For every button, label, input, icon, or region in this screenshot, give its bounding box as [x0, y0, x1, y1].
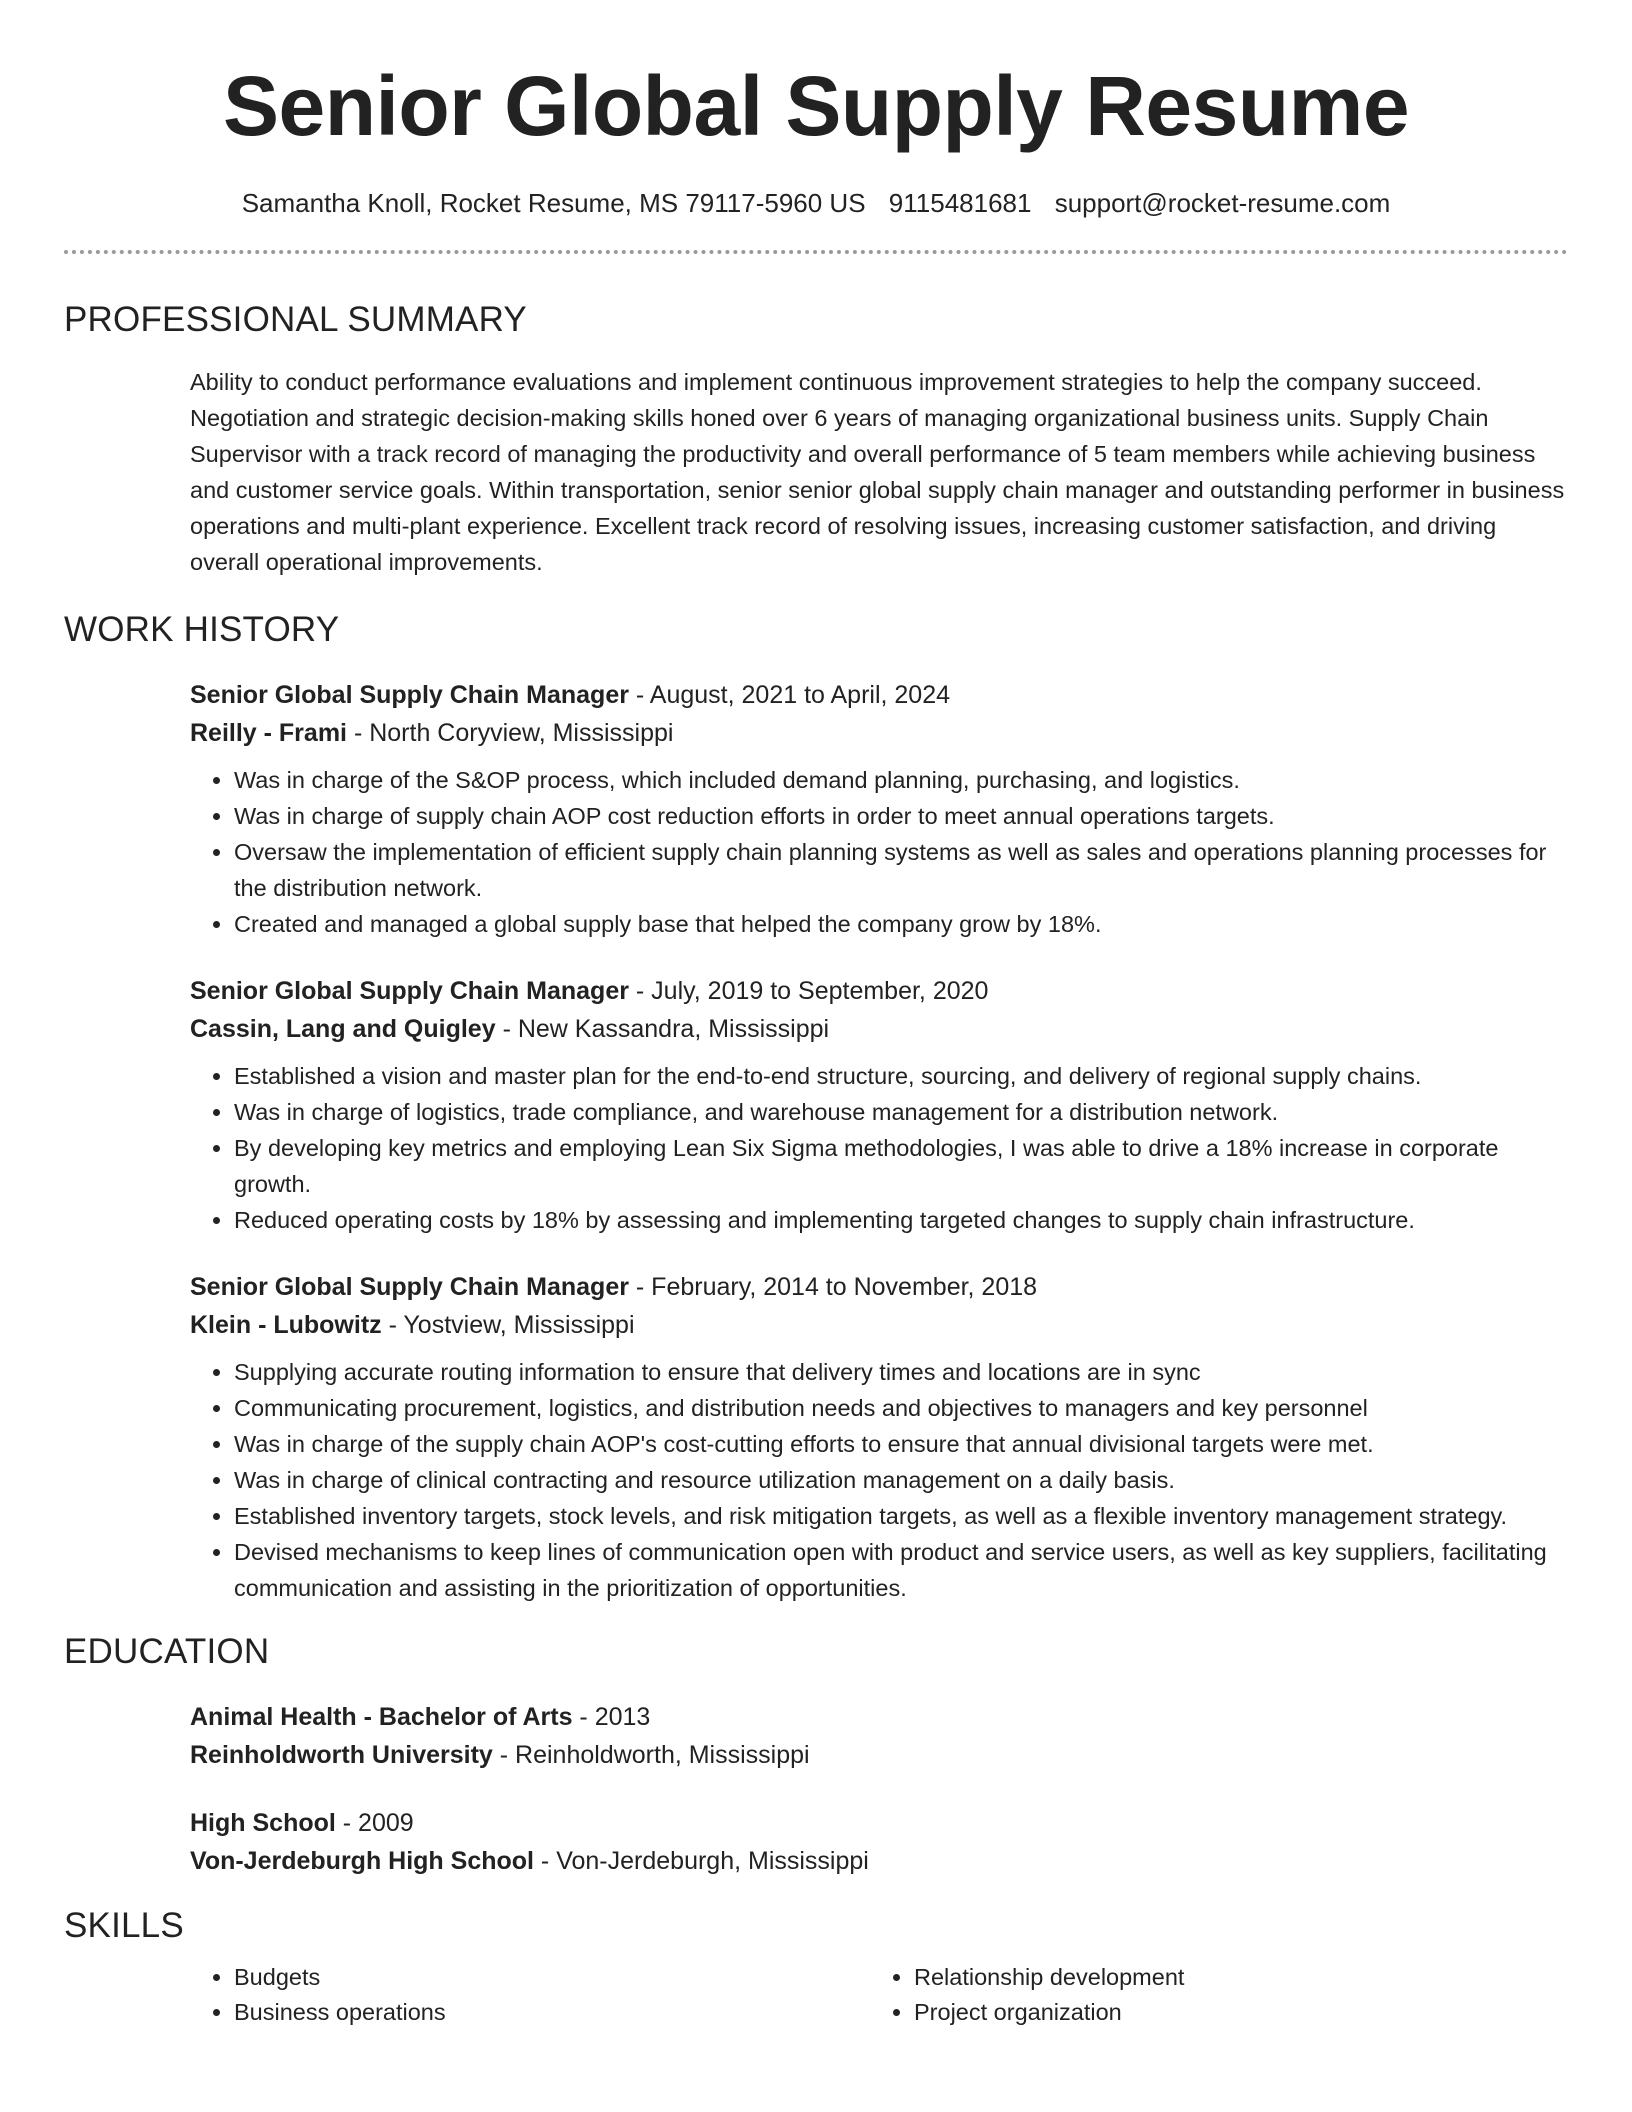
education-school: Von-Jerdeburgh High School: [190, 1847, 534, 1875]
job-dates: - February, 2014 to November, 2018: [628, 1273, 1038, 1301]
job-bullet: • Created and managed a global supply base that helped the company grow by 18%.: [234, 906, 1568, 942]
skill-item: • Budgets: [234, 1960, 870, 1995]
header-divider: [64, 250, 1568, 254]
education-degree-line: [190, 1698, 1568, 1736]
job-company: Klein - Lubowitz: [190, 1311, 382, 1339]
skills-heading: SKILLS: [64, 1906, 184, 1945]
education-list: [190, 1698, 1568, 1880]
education-degree: High School: [190, 1809, 336, 1837]
job-role-line: [190, 1268, 1568, 1306]
job-role-line: [190, 676, 1568, 714]
education-degree: Animal Health - Bachelor of Arts: [190, 1703, 573, 1731]
job-company: Reilly - Frami: [190, 719, 347, 747]
job-location: - North Coryview, Mississippi: [347, 719, 674, 747]
job-entry: [190, 1268, 1568, 1606]
job-role: Senior Global Supply Chain Manager: [190, 1273, 629, 1301]
job-role: Senior Global Supply Chain Manager: [190, 977, 629, 1005]
education-heading: EDUCATION: [64, 1632, 270, 1671]
job-bullet: • Established inventory targets, stock levels, and risk mitigation targets, as well as a flexible inventory management strategy.: [234, 1498, 1568, 1534]
job-bullet: • Was in charge of supply chain AOP cost reduction efforts in order to meet annual operations targets.: [234, 798, 1568, 834]
job-company-line: [190, 1306, 1568, 1344]
job-bullet: • Communicating procurement, logistics, and distribution needs and objectives to managers and key personnel: [234, 1390, 1568, 1426]
job-bullets: [190, 1058, 1568, 1238]
education-year: - 2009: [335, 1809, 414, 1837]
job-bullets: [190, 1354, 1568, 1606]
job-bullet: • Was in charge of the supply chain AOP's cost-cutting efforts to ensure that annual divisional targets were met.: [234, 1426, 1568, 1462]
resume-title: Senior Global Supply Resume: [222, 59, 1410, 153]
job-entry: [190, 972, 1568, 1238]
skills-column-right: [870, 1960, 1568, 2030]
job-bullet: • By developing key metrics and employing Lean Six Sigma methodologies, I was able to drive a 18% increase in corporate growth.: [234, 1130, 1568, 1202]
education-location: - Von-Jerdeburgh, Mississippi: [533, 1847, 869, 1875]
contact-phone: 9115481681: [888, 188, 1032, 218]
education-degree-line: [190, 1804, 1568, 1842]
job-bullet: • Was in charge of logistics, trade compliance, and warehouse management for a distribution network.: [234, 1094, 1568, 1130]
education-school-line: [190, 1736, 1568, 1774]
contact-line: [64, 186, 1568, 220]
skill-item: • Business operations: [234, 1995, 870, 2030]
work-history-heading: WORK HISTORY: [64, 610, 340, 649]
job-bullet: • Supplying accurate routing information to ensure that delivery times and locations are in sync: [234, 1354, 1568, 1390]
job-company-line: [190, 714, 1568, 752]
job-bullet: • Was in charge of clinical contracting and resource utilization management on a daily basis.: [234, 1462, 1568, 1498]
job-location: - New Kassandra, Mississippi: [495, 1015, 830, 1043]
job-company: Cassin, Lang and Quigley: [190, 1015, 496, 1043]
contact-email: support@rocket-resume.com: [1054, 188, 1391, 218]
skills-column-left: [190, 1960, 870, 2030]
job-dates: - July, 2019 to September, 2020: [628, 977, 989, 1005]
summary-heading: PROFESSIONAL SUMMARY: [64, 300, 527, 339]
job-bullet: • Was in charge of the S&OP process, which included demand planning, purchasing, and logistics.: [234, 762, 1568, 798]
education-location: - Reinholdworth, Mississippi: [492, 1741, 810, 1769]
job-location: - Yostview, Mississippi: [381, 1311, 635, 1339]
summary-text: Ability to conduct performance evaluations and implement continuous improvement strategies to help the company succeed. Negotiation and strategic decision-making skills honed over 6 years of managing organizational business units. Supply Chain Supervisor with a track record of managing the productivity and overall performance of 5 team members while achieving business and customer service goals. Within transportation, senior senior global supply chain manager and outstanding performer in business operations and multi-plant experience. Excellent track record of resolving issues, increasing customer satisfaction, and driving overall operational improvements.: [190, 369, 1565, 575]
job-entry: [190, 676, 1568, 942]
work-history-list: [190, 676, 1568, 1606]
job-role-line: [190, 972, 1568, 1010]
job-company-line: [190, 1010, 1568, 1048]
job-bullet: • Reduced operating costs by 18% by assessing and implementing targeted changes to supply chain infrastructure.: [234, 1202, 1568, 1238]
contact-address: Samantha Knoll, Rocket Resume, MS 79117-5960 US: [241, 188, 866, 218]
job-bullet: • Devised mechanisms to keep lines of communication open with product and service users, as well as key suppliers, facilitating communication and assisting in the prioritization of opportunities.: [234, 1534, 1568, 1606]
skills-grid: [190, 1960, 1568, 2030]
job-bullet: • Oversaw the implementation of efficient supply chain planning systems as well as sales and operations planning processes for the distribution network.: [234, 834, 1568, 906]
education-entry: [190, 1698, 1568, 1774]
skill-item: • Relationship development: [914, 1960, 1568, 1995]
education-entry: [190, 1804, 1568, 1880]
skill-item: • Project organization: [914, 1995, 1568, 2030]
education-school-line: [190, 1842, 1568, 1880]
job-dates: - August, 2021 to April, 2024: [628, 681, 951, 709]
job-bullet: • Established a vision and master plan for the end-to-end structure, sourcing, and delivery of regional supply chains.: [234, 1058, 1568, 1094]
education-year: - 2013: [572, 1703, 651, 1731]
job-role: Senior Global Supply Chain Manager: [190, 681, 629, 709]
education-school: Reinholdworth University: [190, 1741, 493, 1769]
job-bullets: [190, 762, 1568, 942]
